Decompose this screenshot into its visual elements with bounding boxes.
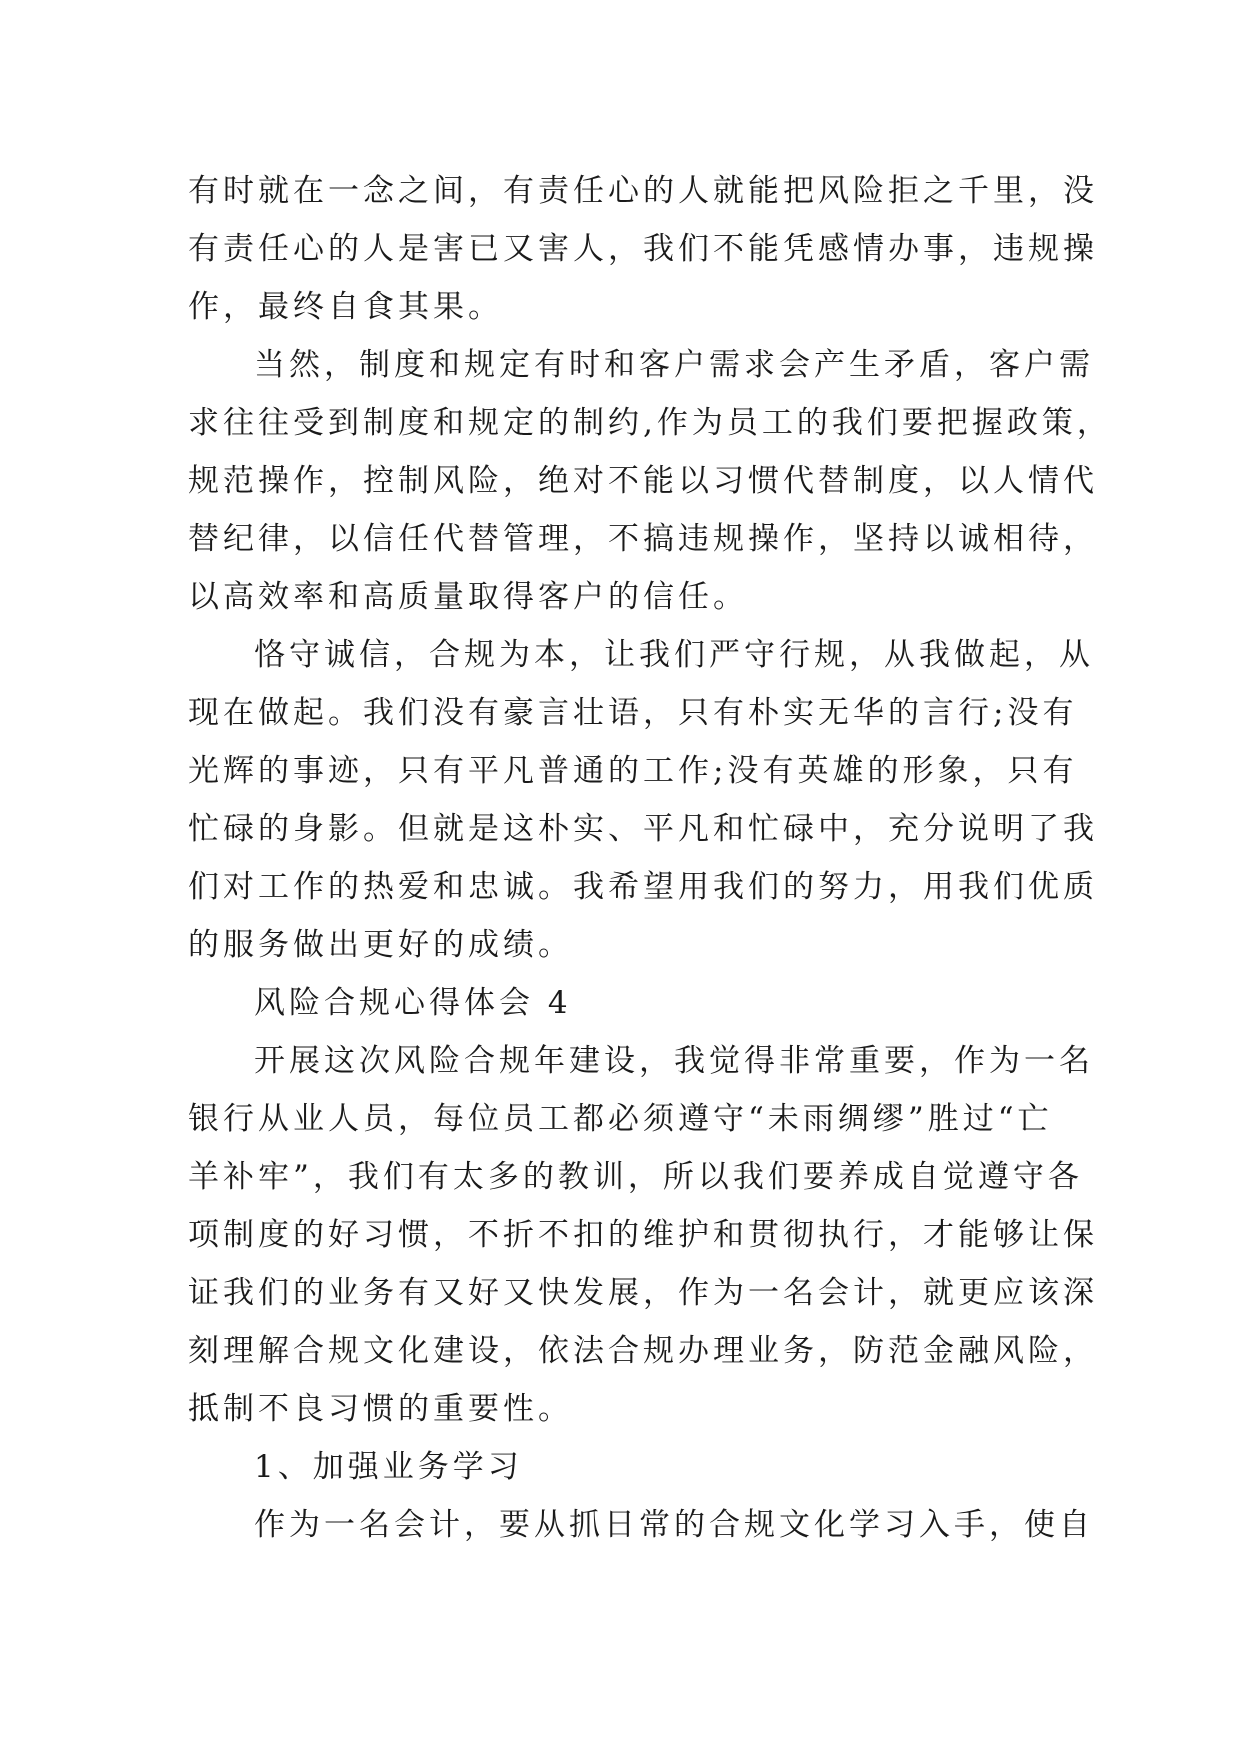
paragraph-start-line: 恪守诚信，合规为本，让我们严守行规，从我做起，从 (254, 637, 1094, 673)
text-line: 作，最终自食其果。 (188, 289, 503, 325)
paragraph-start-line: 开展这次风险合规年建设，我觉得非常重要，作为一名 (254, 1043, 1094, 1079)
text-line: 银行从业人员，每位员工都必须遵守“未雨绸缪”胜过“亡 (188, 1101, 1053, 1137)
text-line: 规范操作，控制风险，绝对不能以习惯代替制度，以人情代 (188, 463, 1098, 499)
text-line: 有责任心的人是害已又害人，我们不能凭感情办事，违规操 (188, 231, 1098, 267)
text-line: 有时就在一念之间，有责任心的人就能把风险拒之千里，没 (188, 173, 1098, 209)
text-line: 的服务做出更好的成绩。 (188, 927, 573, 963)
text-line: 刻理解合规文化建设，依法合规办理业务，防范金融风险， (188, 1333, 1098, 1369)
text-line: 羊补牢”，我们有太多的教训，所以我们要养成自觉遵守各 (188, 1159, 1083, 1195)
subsection-heading: 1、加强业务学习 (254, 1449, 523, 1485)
paragraph-start-line: 作为一名会计，要从抓日常的合规文化学习入手，使自 (254, 1507, 1094, 1543)
text-line: 现在做起。我们没有豪言壮语，只有朴实无华的言行;没有 (188, 695, 1078, 731)
text-line: 光辉的事迹，只有平凡普通的工作;没有英雄的形象，只有 (188, 753, 1078, 789)
text-line: 求往往受到制度和规定的制约,作为员工的我们要把握政策， (188, 405, 1112, 441)
text-line: 项制度的好习惯，不折不扣的维护和贯彻执行，才能够让保 (188, 1217, 1098, 1253)
paragraph-start-line: 当然，制度和规定有时和客户需求会产生矛盾，客户需 (254, 347, 1094, 383)
text-line: 忙碌的身影。但就是这朴实、平凡和忙碌中，充分说明了我 (188, 811, 1098, 847)
text-line: 证我们的业务有又好又快发展，作为一名会计，就更应该深 (188, 1275, 1098, 1311)
text-line: 抵制不良习惯的重要性。 (188, 1391, 573, 1427)
document-body (188, 162, 1112, 1554)
section-heading: 风险合规心得体会 4 (254, 985, 572, 1021)
text-line: 替纪律，以信任代替管理，不搞违规操作，坚持以诚相待， (188, 521, 1098, 557)
text-line: 们对工作的热爱和忠诚。我希望用我们的努力，用我们优质 (188, 869, 1098, 905)
text-line: 以高效率和高质量取得客户的信任。 (188, 579, 748, 615)
